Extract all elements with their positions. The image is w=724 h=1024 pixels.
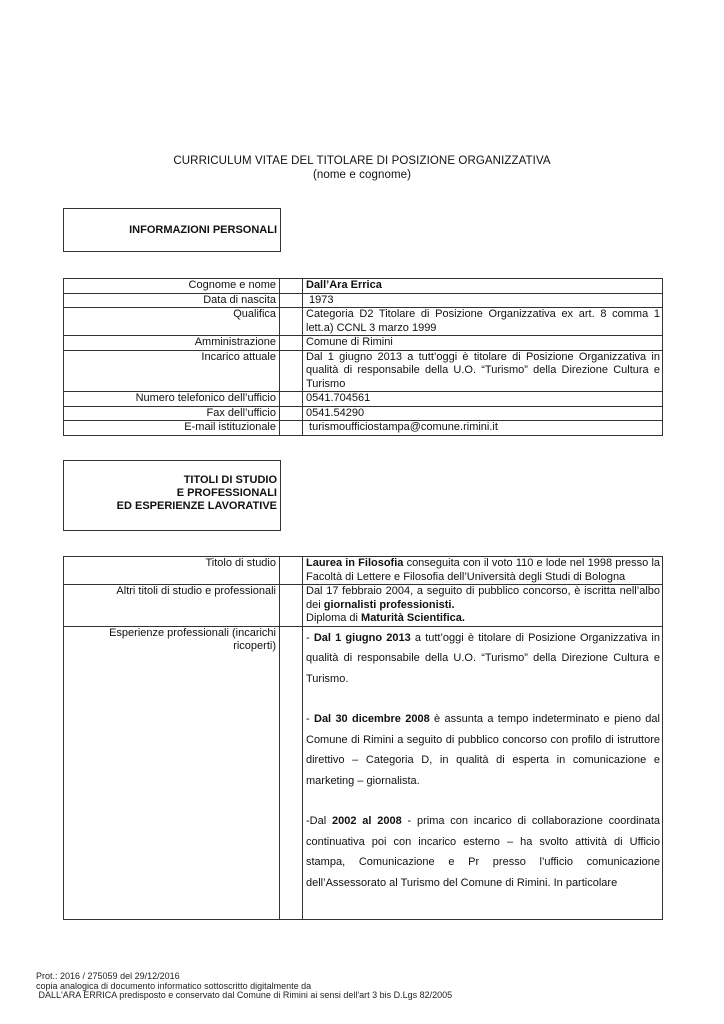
row-label: E-mail istituzionale bbox=[64, 421, 280, 436]
row-value: Dall’Ara Errica bbox=[303, 279, 663, 294]
table-row bbox=[64, 406, 663, 421]
document-subtitle: (nome e cognome) bbox=[312, 169, 412, 181]
section-titles-line2: E PROFESSIONALI bbox=[176, 487, 277, 499]
row-label: Qualifica bbox=[64, 308, 280, 336]
row-label: Cognome e nome bbox=[64, 279, 280, 294]
row-value: turismoufficiostampa@comune.rimini.it bbox=[303, 421, 663, 436]
table-row bbox=[64, 279, 663, 294]
row-label: Numero telefonico dell’ufficio bbox=[64, 392, 280, 407]
degree-bold: Laurea in Filosofia bbox=[306, 557, 404, 569]
footer-line: Prot.: 2016 / 275059 del 29/12/2016 bbox=[36, 971, 180, 981]
table-row bbox=[64, 626, 663, 919]
experience-item: - Dal 30 dicembre 2008 è assunta a tempo indeterminato e pieno dal Comune di Rimini a seguito di pubblico concorso con profilo di istruttore direttivo – Categoria D, in qualità di esperta in comunicazione e marketing – giornalista. bbox=[306, 713, 660, 787]
experience-item: - Dal 1 giugno 2013 a tutt’oggi è titolare di Posizione Organizzativa in qualità di responsabile della U.O. “Turismo” della Direzione Cultura e Turismo. bbox=[306, 631, 660, 685]
experience-list bbox=[303, 626, 663, 919]
table-row bbox=[64, 557, 663, 585]
table-row bbox=[64, 293, 663, 308]
row-value: Dal 17 febbraio 2004, a seguito di pubblico concorso, è iscritta nell’albo dei giornalisti professionisti. Diploma di Maturità Scientifica. bbox=[303, 585, 663, 627]
studies-experience-table bbox=[63, 556, 663, 920]
row-value: 1973 bbox=[303, 293, 663, 308]
row-label: Esperienze professionali (incarichi ricoperti) bbox=[64, 626, 280, 919]
row-label: Amministrazione bbox=[64, 336, 280, 351]
row-label: Titolo di studio bbox=[64, 557, 280, 585]
section-titles-line1: TITOLI DI STUDIO bbox=[183, 474, 277, 486]
row-value: 0541.54290 bbox=[303, 406, 663, 421]
row-value: Laurea in Filosofia conseguita con il voto 110 e lode nel 1998 presso la Facoltà di Lettere e Filosofia dell’Università degli Studi di Bologna bbox=[303, 557, 663, 585]
section-personal-info bbox=[63, 208, 281, 252]
table-row bbox=[64, 336, 663, 351]
section-titles-line3: ED ESPERIENZE LAVORATIVE bbox=[116, 500, 277, 512]
row-value: Comune di Rimini bbox=[303, 336, 663, 351]
table-row bbox=[64, 308, 663, 336]
row-value: 0541.704561 bbox=[303, 392, 663, 407]
personal-info-table bbox=[63, 278, 663, 436]
row-value: Categoria D2 Titolare di Posizione Organizzativa ex art. 8 comma 1 lett.a) CCNL 3 marzo 1999 bbox=[303, 308, 663, 336]
table-row bbox=[64, 350, 663, 392]
footer-line: DALL'ARA ERRICA predisposto e conservato dal Comune di Rimini ai sensi dell'art 3 bis D.Lgs 82/2005 bbox=[36, 990, 453, 1000]
table-row bbox=[64, 392, 663, 407]
row-value: Dal 1 giugno 2013 a tutt’oggi è titolare di Posizione Organizzativa in qualità di responsabile della U.O. “Turismo” della Direzione Cultura e Turismo bbox=[303, 350, 663, 392]
section-personal-label: INFORMAZIONI PERSONALI bbox=[129, 224, 277, 236]
protocol-footer bbox=[36, 972, 452, 1001]
footer-line: copia analogica di documento informatico sottoscritto digitalmente da bbox=[36, 980, 312, 991]
document-title: CURRICULUM VITAE DEL TITOLARE DI POSIZIONE ORGANIZZATIVA bbox=[173, 155, 551, 167]
section-titles-experience bbox=[63, 460, 281, 531]
row-label: Data di nascita bbox=[64, 293, 280, 308]
row-label: Fax dell’ufficio bbox=[64, 406, 280, 421]
document-header bbox=[0, 154, 724, 182]
experience-item: -Dal 2002 al 2008 - prima con incarico di collaborazione coordinata continuativa poi con incarico esterno – ha svolto attività di Ufficio stampa, Comunicazione e Pr presso l’ufficio comunicazione dell’Assessorato al Turismo del Comune di Rimini. In particolare bbox=[306, 815, 660, 889]
row-label: Altri titoli di studio e professionali bbox=[64, 585, 280, 627]
row-label: Incarico attuale bbox=[64, 350, 280, 392]
table-row bbox=[64, 585, 663, 627]
table-row bbox=[64, 421, 663, 436]
